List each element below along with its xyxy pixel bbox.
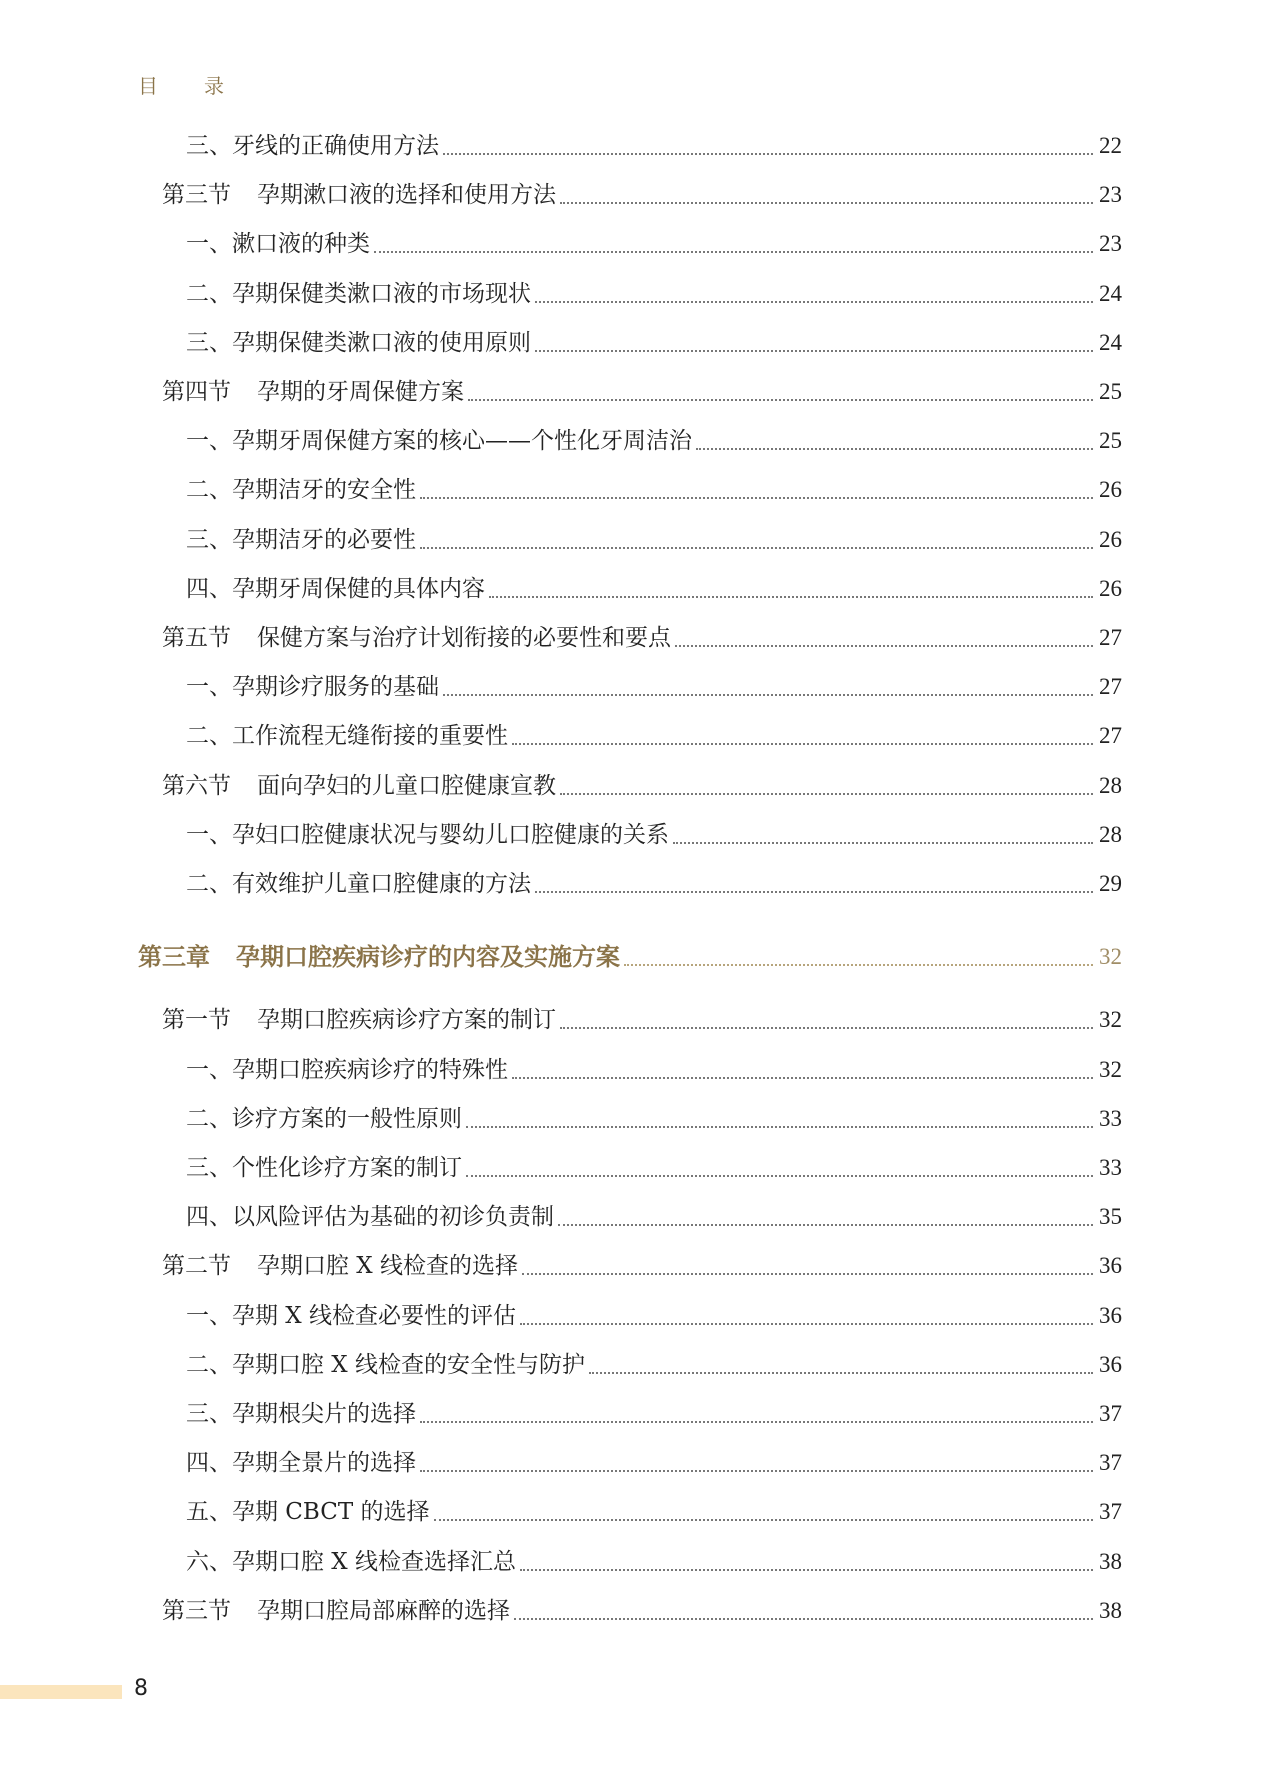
toc-item-entry[interactable] xyxy=(186,523,1122,557)
toc-entry-title: 六、孕期口腔 X 线检查选择汇总 xyxy=(186,1548,516,1575)
toc-entry-title: 二、诊疗方案的一般性原则 xyxy=(186,1105,462,1132)
toc-entry-label xyxy=(186,326,531,360)
toc-entry-page: 27 xyxy=(1099,674,1122,700)
toc-entry-label xyxy=(186,572,485,606)
toc-entry-label xyxy=(186,1545,516,1579)
toc-entry-page: 32 xyxy=(1099,1056,1122,1082)
toc-item-entry[interactable] xyxy=(186,670,1122,704)
toc-entry-label xyxy=(186,277,531,311)
toc-entry-title: 三、牙线的正确使用方法 xyxy=(186,133,439,159)
toc-entry-label xyxy=(162,769,556,803)
dot-leader xyxy=(489,596,1093,598)
dot-leader xyxy=(522,1273,1093,1275)
toc-entry-page: 24 xyxy=(1099,280,1122,306)
toc-entry-label xyxy=(162,178,556,212)
toc-entry-title: 面向孕妇的儿童口腔健康宣教 xyxy=(257,772,556,799)
toc-entry-title: 二、孕期口腔 X 线检查的安全性与防护 xyxy=(186,1351,585,1378)
toc-entry-label xyxy=(186,227,370,261)
dot-leader xyxy=(535,350,1093,352)
toc-entry-page: 32 xyxy=(1099,1007,1122,1033)
toc-entry-page: 26 xyxy=(1099,526,1122,552)
dot-leader xyxy=(560,202,1093,204)
toc-section-entry[interactable] xyxy=(162,1594,1122,1628)
toc-section-entry[interactable] xyxy=(162,178,1122,212)
dot-leader xyxy=(443,694,1093,696)
dot-leader xyxy=(675,645,1093,647)
toc-entry-number: 第六节 xyxy=(162,772,231,799)
toc-entry-number: 第三章 xyxy=(138,943,210,972)
toc-entry-title: 一、孕妇口腔健康状况与婴幼儿口腔健康的关系 xyxy=(186,821,669,848)
toc-entry-page: 22 xyxy=(1099,133,1122,158)
dot-leader xyxy=(589,1372,1093,1374)
dot-leader xyxy=(512,743,1093,745)
toc-entry-page: 37 xyxy=(1099,1499,1122,1525)
dot-leader xyxy=(466,1126,1093,1128)
toc-item-entry[interactable] xyxy=(186,424,1122,458)
toc-entry-label xyxy=(186,424,692,458)
toc-item-entry[interactable] xyxy=(186,1495,1122,1529)
toc-entry-title: 一、孕期牙周保健方案的核心——个性化牙周洁治 xyxy=(186,428,692,455)
toc-entry-label xyxy=(186,719,508,753)
dot-leader xyxy=(420,1470,1093,1472)
toc-entry-number: 第三节 xyxy=(162,182,231,209)
toc-item-entry[interactable] xyxy=(186,818,1122,852)
toc-entry-title: 一、漱口液的种类 xyxy=(186,231,370,258)
toc-entry-title: 三、个性化诊疗方案的制订 xyxy=(186,1155,462,1181)
toc-item-entry[interactable] xyxy=(186,867,1122,901)
toc-entry-title: 孕期口腔 X 线检查的选择 xyxy=(257,1253,518,1280)
toc-entry-label xyxy=(162,621,671,655)
toc-entry-title: 二、工作流程无缝衔接的重要性 xyxy=(186,723,508,750)
toc-entry-page: 33 xyxy=(1099,1155,1122,1180)
toc-entry-label xyxy=(138,940,620,974)
dot-leader xyxy=(520,1569,1093,1571)
toc-entry-title: 三、孕期洁牙的必要性 xyxy=(186,526,416,553)
dot-leader xyxy=(520,1323,1093,1325)
toc-entry-title: 四、孕期全景片的选择 xyxy=(186,1450,416,1477)
toc-entry-title: 三、孕期保健类漱口液的使用原则 xyxy=(186,329,531,356)
toc-entry-title: 孕期的牙周保健方案 xyxy=(257,379,464,405)
toc-entry-page: 36 xyxy=(1099,1302,1122,1328)
dot-leader xyxy=(443,153,1093,155)
toc-entry-title: 五、孕期 CBCT 的选择 xyxy=(186,1499,430,1526)
toc-entry-page: 26 xyxy=(1099,575,1122,601)
toc-entry-label xyxy=(186,1397,416,1431)
toc-entry-page: 23 xyxy=(1099,231,1122,257)
dot-leader xyxy=(466,1175,1093,1177)
toc-entry-label xyxy=(186,1200,554,1234)
dot-leader xyxy=(374,251,1093,253)
toc-entry-label xyxy=(162,1594,510,1628)
header-char-left: 目 xyxy=(138,74,160,98)
toc-entry-title: 孕期口腔疾病诊疗方案的制订 xyxy=(257,1007,556,1034)
dot-leader xyxy=(560,793,1093,795)
toc-item-entry[interactable] xyxy=(186,277,1122,311)
toc-entry-page: 37 xyxy=(1099,1401,1122,1426)
toc-entry-label xyxy=(186,523,416,557)
toc-entry-label xyxy=(186,1299,516,1333)
toc-entry-title: 二、孕期保健类漱口液的市场现状 xyxy=(186,280,531,307)
dot-leader xyxy=(468,399,1093,401)
toc-entry-label xyxy=(186,473,416,507)
toc-section-entry[interactable] xyxy=(162,1003,1122,1037)
toc-entry-label xyxy=(186,129,439,163)
toc-section-entry[interactable] xyxy=(162,621,1122,655)
toc-entry-page: 36 xyxy=(1099,1253,1122,1279)
toc-entry-page: 28 xyxy=(1099,772,1122,798)
toc-item-entry[interactable] xyxy=(186,1348,1122,1382)
toc-entry-title: 孕期漱口液的选择和使用方法 xyxy=(257,182,556,209)
toc-item-entry[interactable] xyxy=(186,1299,1122,1333)
toc-entry-page: 38 xyxy=(1099,1597,1122,1623)
toc-item-entry[interactable] xyxy=(186,1151,1122,1185)
dot-leader xyxy=(420,1421,1093,1423)
toc-entry-page: 23 xyxy=(1099,182,1122,208)
toc-item-entry[interactable] xyxy=(186,1053,1122,1087)
toc-entry-title: 一、孕期口腔疾病诊疗的特殊性 xyxy=(186,1056,508,1083)
toc-entry-title: 一、孕期 X 线检查必要性的评估 xyxy=(186,1302,516,1329)
toc-item-entry[interactable] xyxy=(186,1446,1122,1480)
toc-entry-label xyxy=(186,818,669,852)
dot-leader xyxy=(535,301,1093,303)
toc-entry-page: 25 xyxy=(1099,379,1122,404)
toc-entry-label xyxy=(186,867,531,901)
toc-entry-label xyxy=(186,1151,462,1185)
header-char-right: 录 xyxy=(204,74,226,98)
toc-section-entry[interactable] xyxy=(162,1249,1122,1283)
toc-entry-title: 四、以风险评估为基础的初诊负责制 xyxy=(186,1204,554,1231)
toc-item-entry[interactable] xyxy=(186,1200,1122,1234)
toc-entry-number: 第二节 xyxy=(162,1253,231,1280)
toc-entry-page: 29 xyxy=(1099,871,1122,896)
toc-item-entry[interactable] xyxy=(186,719,1122,753)
toc-entry-label xyxy=(186,1495,430,1529)
toc-entry-title: 一、孕期诊疗服务的基础 xyxy=(186,674,439,701)
page-number: 8 xyxy=(134,1676,148,1701)
toc-entry-number: 第一节 xyxy=(162,1007,231,1034)
toc-entry-title: 二、有效维护儿童口腔健康的方法 xyxy=(186,871,531,897)
toc-item-entry[interactable] xyxy=(186,572,1122,606)
toc-entry-number: 第四节 xyxy=(162,379,231,405)
toc-section-entry[interactable] xyxy=(162,769,1122,803)
footer-color-bar xyxy=(0,1685,122,1699)
toc-item-entry[interactable] xyxy=(186,1545,1122,1579)
dot-leader xyxy=(673,842,1093,844)
toc-entry-label xyxy=(186,1348,585,1382)
toc-entry-page: 26 xyxy=(1099,477,1122,503)
toc-item-entry[interactable] xyxy=(186,129,1122,163)
toc-entry-label xyxy=(186,670,439,704)
toc-item-entry[interactable] xyxy=(186,1397,1122,1431)
dot-leader xyxy=(560,1027,1093,1029)
toc-entry-label xyxy=(162,1003,556,1037)
toc-entry-page: 38 xyxy=(1099,1548,1122,1574)
dot-leader xyxy=(420,497,1093,499)
toc-item-entry[interactable] xyxy=(186,227,1122,261)
dot-leader xyxy=(434,1519,1094,1521)
toc-entry-page: 37 xyxy=(1099,1450,1122,1476)
running-header xyxy=(138,70,226,99)
toc-entry-title: 孕期口腔疾病诊疗的内容及实施方案 xyxy=(236,943,620,972)
toc-entry-page: 25 xyxy=(1099,428,1122,454)
toc-entry-page: 32 xyxy=(1099,944,1122,970)
toc-entry-title: 保健方案与治疗计划衔接的必要性和要点 xyxy=(257,625,671,651)
toc-entry-page: 33 xyxy=(1099,1105,1122,1131)
toc-entry-label xyxy=(162,375,464,409)
toc-entry-number: 第五节 xyxy=(162,625,231,651)
dot-leader xyxy=(514,1618,1093,1620)
toc-entry-page: 24 xyxy=(1099,329,1122,355)
toc-item-entry[interactable] xyxy=(186,326,1122,360)
toc-chapter-entry[interactable] xyxy=(138,940,1122,974)
dot-leader xyxy=(624,964,1093,966)
toc-entry-page: 36 xyxy=(1099,1351,1122,1377)
dot-leader xyxy=(696,448,1093,450)
toc-entry-label xyxy=(186,1446,416,1480)
toc-section-entry[interactable] xyxy=(162,375,1122,409)
dot-leader xyxy=(420,547,1093,549)
toc-entry-title: 二、孕期洁牙的安全性 xyxy=(186,477,416,504)
toc-entry-page: 27 xyxy=(1099,723,1122,749)
dot-leader xyxy=(535,891,1093,893)
toc-item-entry[interactable] xyxy=(186,1102,1122,1136)
toc-entry-title: 四、孕期牙周保健的具体内容 xyxy=(186,575,485,602)
toc-entry-number: 第三节 xyxy=(162,1597,231,1624)
toc-entry-page: 28 xyxy=(1099,821,1122,847)
dot-leader xyxy=(558,1224,1093,1226)
toc-entry-title: 孕期口腔局部麻醉的选择 xyxy=(257,1597,510,1624)
toc-entry-label xyxy=(186,1102,462,1136)
toc-entry-page: 27 xyxy=(1099,625,1122,650)
dot-leader xyxy=(512,1077,1093,1079)
toc-entry-title: 三、孕期根尖片的选择 xyxy=(186,1401,416,1427)
toc-item-entry[interactable] xyxy=(186,473,1122,507)
toc-entry-label xyxy=(186,1053,508,1087)
toc-entry-label xyxy=(162,1249,518,1283)
toc-entry-page: 35 xyxy=(1099,1204,1122,1230)
